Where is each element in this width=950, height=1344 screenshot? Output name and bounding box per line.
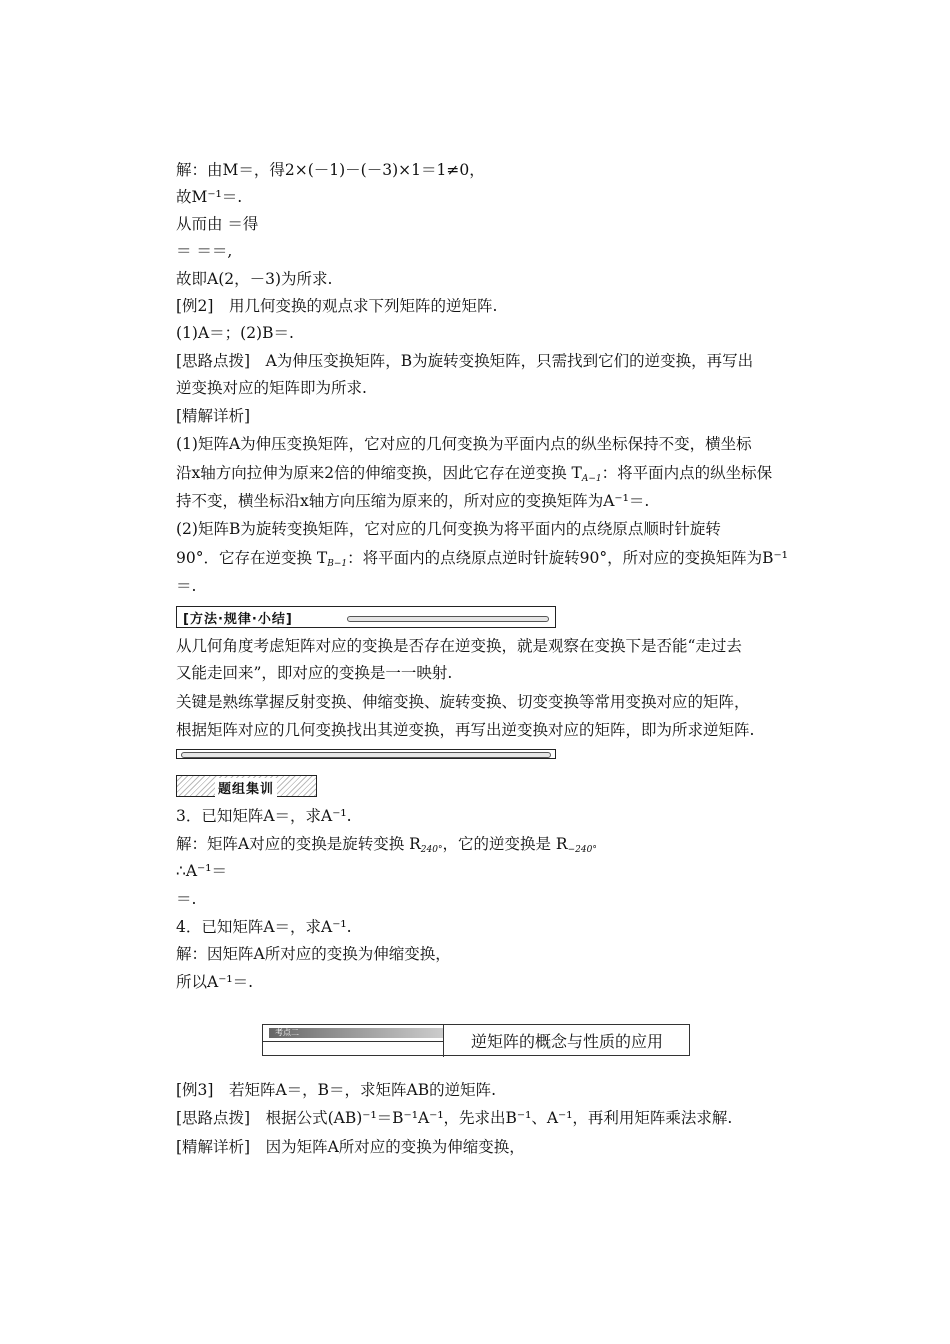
analysis-line-1: (1)矩阵A为伸压变换矩阵，它对应的几何变换为平面内点的纵坐标保持不变，横坐标 xyxy=(176,435,752,453)
rule-bar-decoration xyxy=(181,752,551,758)
method-line-3: 关键是熟练掌握反射变换、伸缩变换、旋转变换、切变变换等常用变换对应的矩阵， xyxy=(176,693,750,711)
hint-line-1: [思路点拨] A为伸压变换矩阵，B为旋转变换矩阵，只需找到它们的逆变换，再写出 xyxy=(176,352,754,370)
topic-tag-label: 考点二 xyxy=(275,1028,299,1037)
topic-tag-cell xyxy=(263,1025,444,1042)
solution-line-1: 解：由M＝，得2×(－1)－(－3)×1＝1≠0， xyxy=(176,161,485,179)
method-summary-end-rule xyxy=(176,749,556,759)
example-2-parts: (1)A＝；(2)B＝. xyxy=(176,324,294,342)
analysis-heading: [精解详析] xyxy=(176,407,251,425)
method-summary-banner xyxy=(176,606,556,628)
example-3-hint: [思路点拨] 根据公式(AB)⁻¹＝B⁻¹A⁻¹，先求出B⁻¹、A⁻¹，再利用矩阵乘法求解. xyxy=(176,1109,733,1127)
question-4-solution-2: 所以A⁻¹＝. xyxy=(176,973,254,991)
banner-bar-decoration xyxy=(347,616,549,622)
method-line-2: 又能走回来”，即对应的变换是一一映射. xyxy=(176,664,453,682)
drill-practice-banner xyxy=(176,775,317,797)
example-3-heading: [例3] 若矩阵A＝，B＝，求矩阵AB的逆矩阵. xyxy=(176,1081,497,1099)
question-3-solution-2: ∴A⁻¹＝ xyxy=(176,862,227,880)
solution-line-3: 从而由 ＝得 xyxy=(176,215,259,233)
hint-line-2: 逆变换对应的矩阵即为所求. xyxy=(176,379,367,397)
topic-header xyxy=(262,1024,690,1056)
method-line-4: 根据矩阵对应的几何变换找出其逆变换，再写出逆变换对应的矩阵，即为所求逆矩阵. xyxy=(176,721,755,739)
analysis-line-6: ＝. xyxy=(176,577,197,595)
question-3-solution-3: ＝. xyxy=(176,890,197,908)
question-3: 3．已知矩阵A＝，求A⁻¹. xyxy=(176,807,352,825)
method-line-1: 从几何角度考虑矩阵对应的变换是否存在逆变换，就是观察在变换下是否能“走过去 xyxy=(176,637,742,655)
question-4: 4．已知矩阵A＝，求A⁻¹. xyxy=(176,918,352,936)
solution-line-4: ＝ ＝＝, xyxy=(176,242,233,260)
analysis-line-4: (2)矩阵B为旋转变换矩阵，它对应的几何变换为将平面内的点绕原点顺时针旋转 xyxy=(176,520,721,538)
topic-tag-cell-lower xyxy=(263,1041,444,1057)
topic-tag xyxy=(269,1028,443,1038)
method-summary-label: [方法·规律·小结] xyxy=(183,612,293,627)
question-3-solution-1: 解：矩阵A对应的变换是旋转变换 $R_{240^\circ}$，它的逆变换是 $R_{-240^\circ}$ xyxy=(176,835,597,855)
question-4-solution-1: 解：因矩阵A所对应的变换为伸缩变换， xyxy=(176,945,451,963)
topic-title: 逆矩阵的概念与性质的应用 xyxy=(471,1032,664,1051)
analysis-line-2: 沿x轴方向拉伸为原来2倍的伸缩变换，因此它存在逆变换 $T_{A-1}$：将平面内点的纵坐标保 xyxy=(176,464,773,484)
solution-line-2: 故M⁻¹＝. xyxy=(176,188,243,206)
solution-line-5: 故即A(2，－3)为所求. xyxy=(176,270,333,288)
analysis-line-5: 90°．它存在逆变换 $T_{B-1}$：将平面内的点绕原点逆时针旋转90°，所对应的变换矩阵为B⁻¹ xyxy=(176,549,788,569)
example-3-analysis: [精解详析] 因为矩阵A所对应的变换为伸缩变换， xyxy=(176,1138,525,1156)
example-2-heading: [例2] 用几何变换的观点求下列矩阵的逆矩阵. xyxy=(176,297,498,315)
analysis-line-3: 持不变，横坐标沿x轴方向压缩为原来的，所对应的变换矩阵为A⁻¹＝. xyxy=(176,492,650,510)
drill-practice-label: 题组集训 xyxy=(215,778,277,797)
